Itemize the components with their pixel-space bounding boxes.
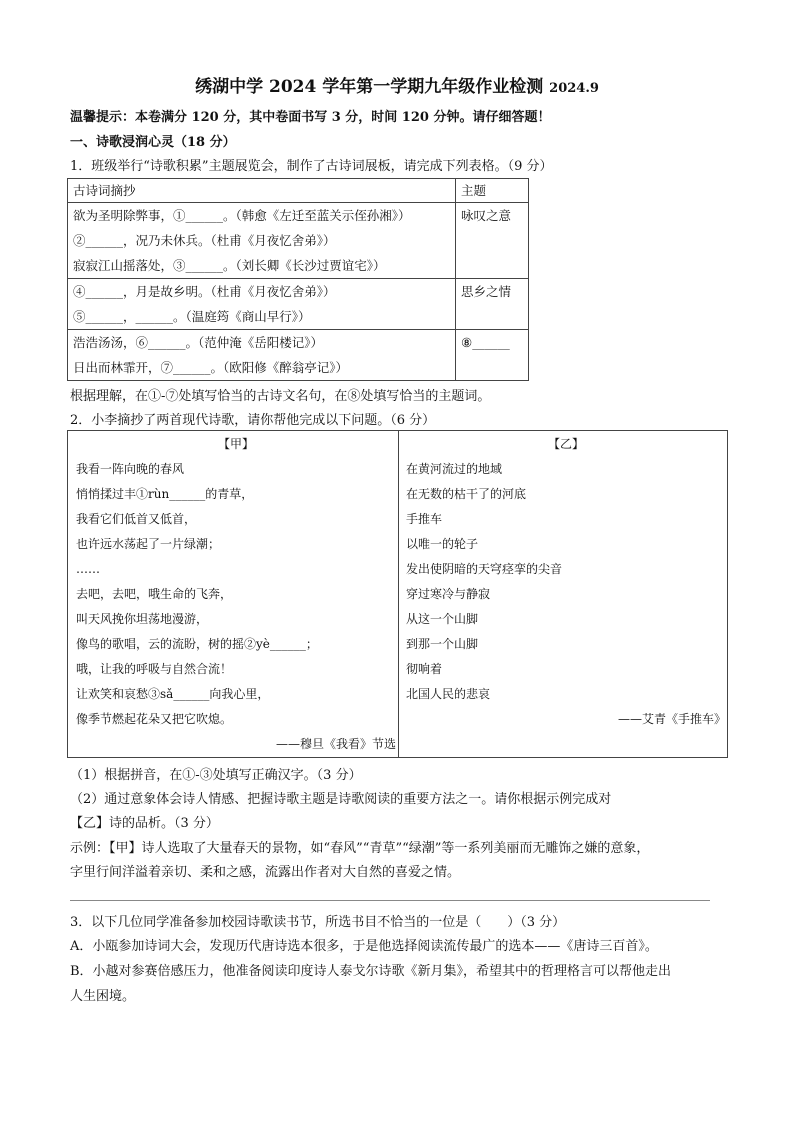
poem-line: 叫天风挽你坦荡地漫游， xyxy=(76,612,209,626)
poem-line: 穿过寒冷与静寂 xyxy=(406,587,491,601)
example-line2: 字里行间洋溢着亲切、柔和之感，流露出作者对大自然的喜爱之情。 xyxy=(70,865,461,880)
poem-line: 从这一个山脚 xyxy=(406,612,479,626)
table-cell-theme xyxy=(456,203,529,279)
poem-b-label: 【乙】 xyxy=(547,437,584,451)
poem-line: 也许远水荡起了一片绿潮； xyxy=(76,537,221,551)
table-header-cell: 主题 xyxy=(456,179,529,203)
warm-tip: 温馨提示：本卷满分 120 分，其中卷面书写 3 分，时间 120 分钟。请仔细答题！ xyxy=(70,110,551,125)
poem-line: 日出而林霏开，⑦______。（欧阳修《醉翁亭记》） xyxy=(73,360,349,375)
poem-a-source: ——穆旦《我看》节选 xyxy=(275,737,396,751)
question-3-stem: 3．以下几位同学准备参加校园诗歌读书节，所选书目不恰当的一位是（ ）（3 分） xyxy=(70,915,566,930)
table-row xyxy=(68,279,529,330)
poem-line: 浩浩汤汤，⑥______。（范仲淹《岳阳楼记》） xyxy=(73,335,324,350)
table-header-cell: 古诗词摘抄 xyxy=(68,179,456,203)
poem-line: 发出使阴暗的天穹痉挛的尖音 xyxy=(406,562,563,576)
poem-line: 在黄河流过的地域 xyxy=(406,462,503,476)
poem-line: ⑤______，______。（温庭筠《商山早行》） xyxy=(73,309,311,324)
question-3-option-b-line2: 人生困境。 xyxy=(70,989,136,1004)
poem-line: 让欢笑和哀愁③sǎ______向我心里， xyxy=(76,687,270,701)
question-2-sub2-line2: 【乙】诗的品析。（3 分） xyxy=(70,816,219,831)
poem-line: …… xyxy=(76,562,100,576)
page-title xyxy=(0,72,794,97)
poem-line: 北国人民的悲哀 xyxy=(406,687,491,701)
table-row xyxy=(68,203,529,279)
table-cell-lines xyxy=(68,279,456,330)
poem-line: 悄悄揉过丰①rùn______的青草， xyxy=(76,487,254,501)
poem-line: ④______，月是故乡明。（杜甫《月夜忆舍弟》） xyxy=(73,284,336,299)
table-cell-lines xyxy=(68,203,456,279)
theme-text: 思乡之情 xyxy=(461,284,512,299)
poetry-table xyxy=(67,178,529,381)
poem-b xyxy=(406,431,726,732)
answer-line xyxy=(70,900,710,901)
table-header-row xyxy=(68,179,529,203)
example-line1: 示例：【甲】诗人选取了大量春天的景物，如“春风”“青草”“绿潮”等一系列美丽而无雕饰之嫌的意象， xyxy=(70,841,650,856)
poem-line: 欲为圣明除弊事，①______。（韩愈《左迁至蓝关示侄孙湘》） xyxy=(73,208,411,223)
poem-a-label: 【甲】 xyxy=(217,437,254,451)
theme-text: ⑧______ xyxy=(461,335,510,350)
poem-line: 去吧，去吧，哦生命的飞奔， xyxy=(76,587,233,601)
poem-line: 我看它们低首又低首， xyxy=(76,512,197,526)
question-3-option-b-line1: B．小越对参赛倍感压力，他准备阅读印度诗人泰戈尔诗歌《新月集》，希望其中的哲理格言可以帮他走出 xyxy=(70,964,672,979)
poem-b-source: ——艾青《手推车》 xyxy=(617,712,726,726)
section-heading-poetry: 一、诗歌浸润心灵（18 分） xyxy=(70,135,236,150)
table-cell-theme xyxy=(456,279,529,330)
title-text: 绣湖中学 2024 学年第一学期九年级作业检测 xyxy=(195,77,544,97)
poem-line: 寂寂江山摇落处，③______。（刘长卿《长沙过贾谊宅》） xyxy=(73,258,386,273)
poem-line: 像季节燃起花朵又把它吹熄。 xyxy=(76,712,233,726)
poems-box xyxy=(67,430,728,758)
question-2-sub1: （1）根据拼音，在①-③处填写正确汉字。（3 分） xyxy=(70,768,362,783)
question-1-stem: 1．班级举行“诗歌积累”主题展览会，制作了古诗词展板，请完成下列表格。（9 分） xyxy=(70,159,553,174)
poem-line: ②______，况乃未休兵。（杜甫《月夜忆舍弟》） xyxy=(73,233,336,248)
question-2-sub2-line1: （2）通过意象体会诗人情感、把握诗歌主题是诗歌阅读的重要方法之一。请你根据示例完成对 xyxy=(70,792,612,807)
poem-line: 哦，让我的呼吸与自然合流！ xyxy=(76,662,233,676)
theme-text: 咏叹之意 xyxy=(461,208,512,223)
poem-line: 彻响着 xyxy=(406,662,443,676)
title-date: 2024.9 xyxy=(549,81,599,96)
poem-line: 像鸟的歌唱，云的流盼，树的摇②yè______； xyxy=(76,637,318,651)
table-cell-theme xyxy=(456,330,529,381)
question-2-stem: 2．小李摘抄了两首现代诗歌，请你帮他完成以下问题。（6 分） xyxy=(70,413,436,428)
table-row xyxy=(68,330,529,381)
poem-line: 到那一个山脚 xyxy=(406,637,479,651)
poems-divider xyxy=(398,431,399,757)
poem-line: 手推车 xyxy=(406,512,443,526)
poem-line: 以唯一的轮子 xyxy=(406,537,479,551)
poem-a xyxy=(76,431,396,757)
question-1-note: 根据理解，在①-⑦处填写恰当的古诗文名句，在⑧处填写恰当的主题词。 xyxy=(70,389,491,404)
poem-line: 在无数的枯干了的河底 xyxy=(406,487,527,501)
question-3-option-a: A．小瓯参加诗词大会，发现历代唐诗选本很多，于是他选择阅读流传最广的选本——《唐诗三百首》。 xyxy=(70,939,658,954)
poem-line: 我看一阵向晚的春风 xyxy=(76,462,185,476)
table-cell-lines xyxy=(68,330,456,381)
